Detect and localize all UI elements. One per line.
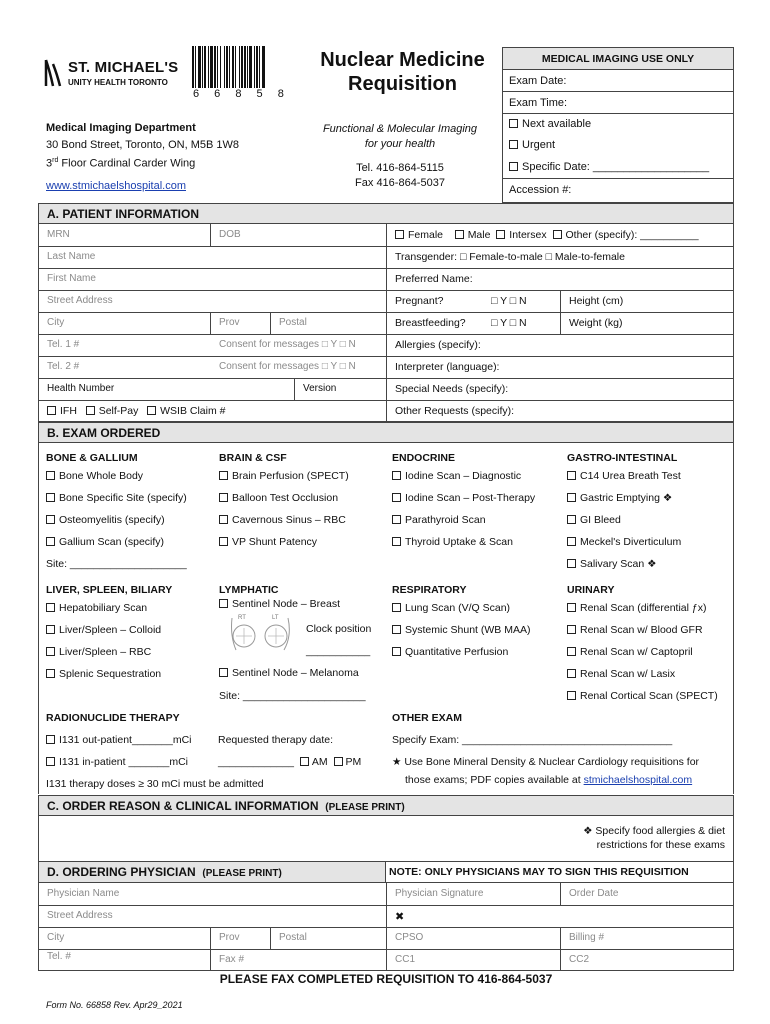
telephone: Tel. 416-864-5115 <box>356 162 444 174</box>
city-field[interactable]: City <box>47 317 65 328</box>
accession-field[interactable]: Accession #: <box>509 184 572 196</box>
checkbox[interactable] <box>219 493 228 502</box>
exam-option[interactable]: Balloon Test Occlusion <box>219 492 338 504</box>
exam-option[interactable]: Quantitative Perfusion <box>392 646 508 658</box>
checkbox[interactable] <box>509 162 518 171</box>
breast-diagram-icon <box>226 614 296 654</box>
tagline-line-1: Functional & Molecular Imaging <box>322 123 478 135</box>
exam-option[interactable]: Renal Scan (differential ƒx) <box>567 602 706 614</box>
checkbox[interactable] <box>46 471 55 480</box>
logo-subtitle: UNITY HEALTH TORONTO <box>68 78 168 87</box>
checkbox[interactable] <box>567 625 576 634</box>
urgent-option[interactable]: Urgent <box>503 135 733 157</box>
order-reason-field[interactable] <box>38 816 734 862</box>
exam-option[interactable]: Parathyroid Scan <box>392 514 486 526</box>
wsib-checkbox[interactable] <box>147 406 156 415</box>
consent-messages-1[interactable]: Consent for messages □ Y □ N <box>219 339 356 350</box>
form-number: Form No. 66858 Rev. Apr29_2021 <box>46 1000 183 1010</box>
checkbox[interactable] <box>392 647 401 656</box>
checkbox[interactable] <box>567 669 576 678</box>
section-b-header: B. EXAM ORDERED <box>38 422 734 443</box>
checkbox[interactable] <box>46 515 55 524</box>
pregnant-label: Pregnant? <box>395 295 444 307</box>
checkbox[interactable] <box>392 603 401 612</box>
checkbox[interactable] <box>219 471 228 480</box>
i131-inpatient-option[interactable]: I131 in-patient _______mCi <box>46 756 188 768</box>
physician-grid <box>38 883 734 971</box>
exam-option[interactable]: Osteomyelitis (specify) <box>46 514 165 526</box>
physician-city-field[interactable]: City <box>47 932 65 943</box>
tagline <box>305 122 495 152</box>
height-field[interactable]: Height (cm) <box>569 295 624 307</box>
endocrine-heading: ENDOCRINE <box>392 452 456 464</box>
checkbox[interactable] <box>567 537 576 546</box>
checkbox[interactable] <box>567 647 576 656</box>
consent-messages-2[interactable]: Consent for messages □ Y □ N <box>219 361 356 372</box>
gastro-heading: GASTRO-INTESTINAL <box>567 452 678 464</box>
checkbox[interactable] <box>46 735 55 744</box>
address-line-2: 3rd Floor Cardinal Carder Wing <box>46 157 196 170</box>
specific-date-option[interactable]: Specific Date: ___________________ <box>503 157 733 179</box>
street-address-field[interactable]: Street Address <box>47 295 113 306</box>
clock-position-label: Clock position <box>306 623 372 635</box>
exam-option[interactable]: Lung Scan (V/Q Scan) <box>392 602 510 614</box>
section-d-title: D. ORDERING PHYSICIAN (PLEASE PRINT) <box>39 862 386 882</box>
sentinel-melanoma-option[interactable]: Sentinel Node – Melanoma <box>219 667 359 679</box>
signature-note: NOTE: ONLY PHYSICIANS MAY TO SIGN THIS REQUISITION <box>389 866 689 878</box>
exam-option[interactable]: Systemic Shunt (WB MAA) <box>392 624 530 636</box>
star-note-link[interactable]: stmichaelshospital.com <box>583 774 693 786</box>
weight-field[interactable]: Weight (kg) <box>569 317 623 329</box>
male-checkbox[interactable] <box>455 230 464 239</box>
liver-heading: LIVER, SPLEEN, BILIARY <box>46 584 173 596</box>
logo-name: ST. MICHAEL'S <box>68 59 179 76</box>
other-requests-field[interactable]: Other Requests (specify): <box>395 405 515 417</box>
pregnant-yn[interactable]: □ Y □ N <box>491 295 527 307</box>
checkbox[interactable] <box>392 537 401 546</box>
postal-field[interactable]: Postal <box>279 317 307 328</box>
bone-gallium-heading: BONE & GALLIUM <box>46 452 138 464</box>
urinary-heading: URINARY <box>567 584 615 596</box>
billing-field[interactable]: Billing # <box>569 932 605 943</box>
cc1-field[interactable]: CC1 <box>395 954 416 965</box>
exam-date-field[interactable]: Exam Date: <box>503 70 733 92</box>
special-needs-field[interactable]: Special Needs (specify): <box>395 383 509 395</box>
imaging-use-box <box>502 47 734 203</box>
checkbox[interactable] <box>46 757 55 766</box>
preferred-name-field[interactable]: Preferred Name: <box>395 273 473 285</box>
checkbox[interactable] <box>219 599 228 608</box>
next-available-option[interactable]: Next available <box>503 114 733 135</box>
physician-signature-field[interactable]: Physician Signature <box>395 888 484 899</box>
exam-option[interactable]: Renal Scan w/ Blood GFR <box>567 624 703 636</box>
exam-time-field[interactable]: Exam Time: <box>503 92 733 114</box>
checkbox[interactable] <box>46 625 55 634</box>
checkbox[interactable] <box>567 559 576 568</box>
checkbox[interactable] <box>567 603 576 612</box>
i131-outpatient-option[interactable]: I131 out-patient_______mCi <box>46 734 192 746</box>
respiratory-heading: RESPIRATORY <box>392 584 467 596</box>
section-a-header: A. PATIENT INFORMATION <box>38 203 734 224</box>
prov-field[interactable]: Prov <box>219 317 240 328</box>
checkbox[interactable] <box>392 493 401 502</box>
title-line-1: Nuclear Medicine <box>320 49 485 71</box>
checkbox[interactable] <box>46 493 55 502</box>
imaging-box-title: MEDICAL IMAGING USE ONLY <box>503 48 733 70</box>
checkbox[interactable] <box>567 515 576 524</box>
checkbox[interactable] <box>46 603 55 612</box>
ifh-checkbox[interactable] <box>47 406 56 415</box>
cc2-field[interactable]: CC2 <box>569 954 590 965</box>
therapy-note: I131 therapy doses ≥ 30 mCi must be admitted <box>46 778 264 790</box>
allergies-field[interactable]: Allergies (specify): <box>395 339 481 351</box>
sentinel-breast-option[interactable]: Sentinel Node – Breast <box>219 598 340 610</box>
logo <box>44 56 184 96</box>
checkbox[interactable] <box>567 471 576 480</box>
section-d-header <box>38 862 734 883</box>
barcode <box>190 46 305 88</box>
exam-option[interactable]: VP Shunt Patency <box>219 536 317 548</box>
star-note-line-1: ★ Use Bone Mineral Density & Nuclear Cardiology requisitions for <box>392 756 700 768</box>
exam-option[interactable]: Liver/Spleen – Colloid <box>46 624 161 636</box>
intersex-checkbox[interactable] <box>496 230 505 239</box>
sign-here-icon: ✖ <box>395 911 405 923</box>
checkbox[interactable] <box>567 691 576 700</box>
exam-option[interactable]: Brain Perfusion (SPECT) <box>219 470 349 482</box>
breast-diagram <box>226 614 296 654</box>
other-exam-heading: OTHER EXAM <box>392 712 463 724</box>
exam-option[interactable]: Renal Cortical Scan (SPECT) <box>567 690 718 702</box>
exam-option[interactable]: Iodine Scan – Diagnostic <box>392 470 521 482</box>
contact <box>305 161 495 191</box>
rt-label: RT <box>238 615 246 621</box>
physician-prov-field[interactable]: Prov <box>219 932 240 943</box>
checkbox[interactable] <box>392 471 401 480</box>
checkbox[interactable] <box>509 140 518 149</box>
exam-option[interactable]: Gastric Emptying ❖ <box>567 492 672 504</box>
lymphatic-heading: LYMPHATIC <box>219 584 279 596</box>
mrn-field[interactable]: MRN <box>47 229 70 240</box>
barcode-number: 6 6 8 5 8 <box>193 88 288 100</box>
barcode-icon <box>190 46 305 88</box>
exam-option[interactable]: Cavernous Sinus – RBC <box>219 514 346 526</box>
checkbox[interactable] <box>46 647 55 656</box>
fax: Fax 416-864-5037 <box>355 177 445 189</box>
exam-option[interactable]: Bone Whole Body <box>46 470 143 482</box>
hospital-logo-icon <box>44 58 64 90</box>
specify-exam-field[interactable]: Specify Exam: ____________________________________ <box>392 734 673 746</box>
fax-instruction: PLEASE FAX COMPLETED REQUISITION TO 416-864-5037 <box>219 972 553 986</box>
breastfeeding-label: Breastfeeding? <box>395 317 466 329</box>
health-number-field[interactable]: Health Number <box>47 383 115 394</box>
exam-option[interactable]: Meckel's Diverticulum <box>567 536 681 548</box>
department: Medical Imaging Department <box>46 122 196 134</box>
melanoma-site-field[interactable]: Site: _____________________ <box>219 690 366 702</box>
radionuclide-heading: RADIONUCLIDE THERAPY <box>46 712 180 724</box>
checkbox[interactable] <box>392 625 401 634</box>
address-line-1: 30 Bond Street, Toronto, ON, M5B 1W8 <box>46 139 240 151</box>
tagline-line-2: for your health <box>364 138 436 150</box>
sex-options: Female Male Intersex Other (specify): __________ <box>389 227 705 243</box>
cpso-field[interactable]: CPSO <box>395 932 424 943</box>
exam-option[interactable]: Liver/Spleen – RBC <box>46 646 151 658</box>
other-checkbox[interactable] <box>553 230 562 239</box>
website-link[interactable]: www.stmichaelshospital.com <box>46 180 186 192</box>
checkbox[interactable] <box>219 668 228 677</box>
exam-option[interactable]: Bone Specific Site (specify) <box>46 492 187 504</box>
dob-field[interactable]: DOB <box>219 229 241 240</box>
self-pay-checkbox[interactable] <box>86 406 95 415</box>
exam-option[interactable]: Iodine Scan – Post-Therapy <box>392 492 535 504</box>
checkbox[interactable] <box>392 515 401 524</box>
food-allergy-note: ❖ Specify food allergies & diet restrictions for these exams <box>583 825 725 851</box>
order-date-field[interactable]: Order Date <box>569 888 619 899</box>
checkbox[interactable] <box>46 537 55 546</box>
exam-option[interactable]: Gallium Scan (specify) <box>46 536 164 548</box>
exam-option[interactable]: Renal Scan w/ Captopril <box>567 646 693 658</box>
payment-options: IFH Self-Pay WSIB Claim # <box>41 403 231 419</box>
physician-postal-field[interactable]: Postal <box>279 932 307 943</box>
exam-option[interactable]: GI Bleed <box>567 514 621 526</box>
physician-tel-field[interactable]: Tel. # <box>47 951 71 962</box>
title-line-2: Requisition <box>348 73 457 95</box>
page-title <box>310 48 495 96</box>
physician-fax-field[interactable]: Fax # <box>219 954 245 965</box>
female-checkbox[interactable] <box>395 230 404 239</box>
checkbox[interactable] <box>46 669 55 678</box>
version-field[interactable]: Version <box>303 383 337 394</box>
exam-option[interactable]: Thyroid Uptake & Scan <box>392 536 513 548</box>
transgender-options[interactable]: Transgender: □ Female-to-male □ Male-to-female <box>395 251 625 263</box>
brain-csf-heading: BRAIN & CSF <box>219 452 287 464</box>
am-checkbox[interactable] <box>300 757 309 766</box>
checkbox[interactable] <box>509 119 518 128</box>
interpreter-field[interactable]: Interpreter (language): <box>395 361 500 373</box>
pm-checkbox[interactable] <box>334 757 343 766</box>
tel1-field[interactable]: Tel. 1 # <box>47 339 80 350</box>
breastfeeding-yn[interactable]: □ Y □ N <box>491 317 527 329</box>
exam-option[interactable]: Renal Scan w/ Lasix <box>567 668 675 680</box>
last-name-field[interactable]: Last Name <box>47 251 96 262</box>
checkbox[interactable] <box>219 537 228 546</box>
clock-position-field[interactable]: ___________ <box>306 645 371 657</box>
exam-option[interactable]: C14 Urea Breath Test <box>567 470 681 482</box>
exam-option[interactable]: Salivary Scan ❖ <box>567 558 657 570</box>
checkbox[interactable] <box>567 493 576 502</box>
checkbox[interactable] <box>219 515 228 524</box>
star-note-line-2: those exams; PDF copies available at stmichaelshospital.com <box>405 774 693 786</box>
tel2-field[interactable]: Tel. 2 # <box>47 361 80 372</box>
patient-info-grid <box>38 224 734 422</box>
physician-name-field[interactable]: Physician Name <box>47 888 120 899</box>
physician-street-field[interactable]: Street Address <box>47 910 113 921</box>
exam-option[interactable]: Hepatobiliary Scan <box>46 602 147 614</box>
lt-label: LT <box>272 615 279 621</box>
therapy-date-field[interactable]: _____________ AM PM <box>218 756 362 768</box>
exam-option[interactable]: Splenic Sequestration <box>46 668 161 680</box>
requested-date-label: Requested therapy date: <box>218 734 333 746</box>
first-name-field[interactable]: First Name <box>47 273 96 284</box>
bone-site-field[interactable]: Site: ____________________ <box>46 558 187 570</box>
section-c-header: C. ORDER REASON & CLINICAL INFORMATION (PLEASE PRINT) <box>38 795 734 816</box>
